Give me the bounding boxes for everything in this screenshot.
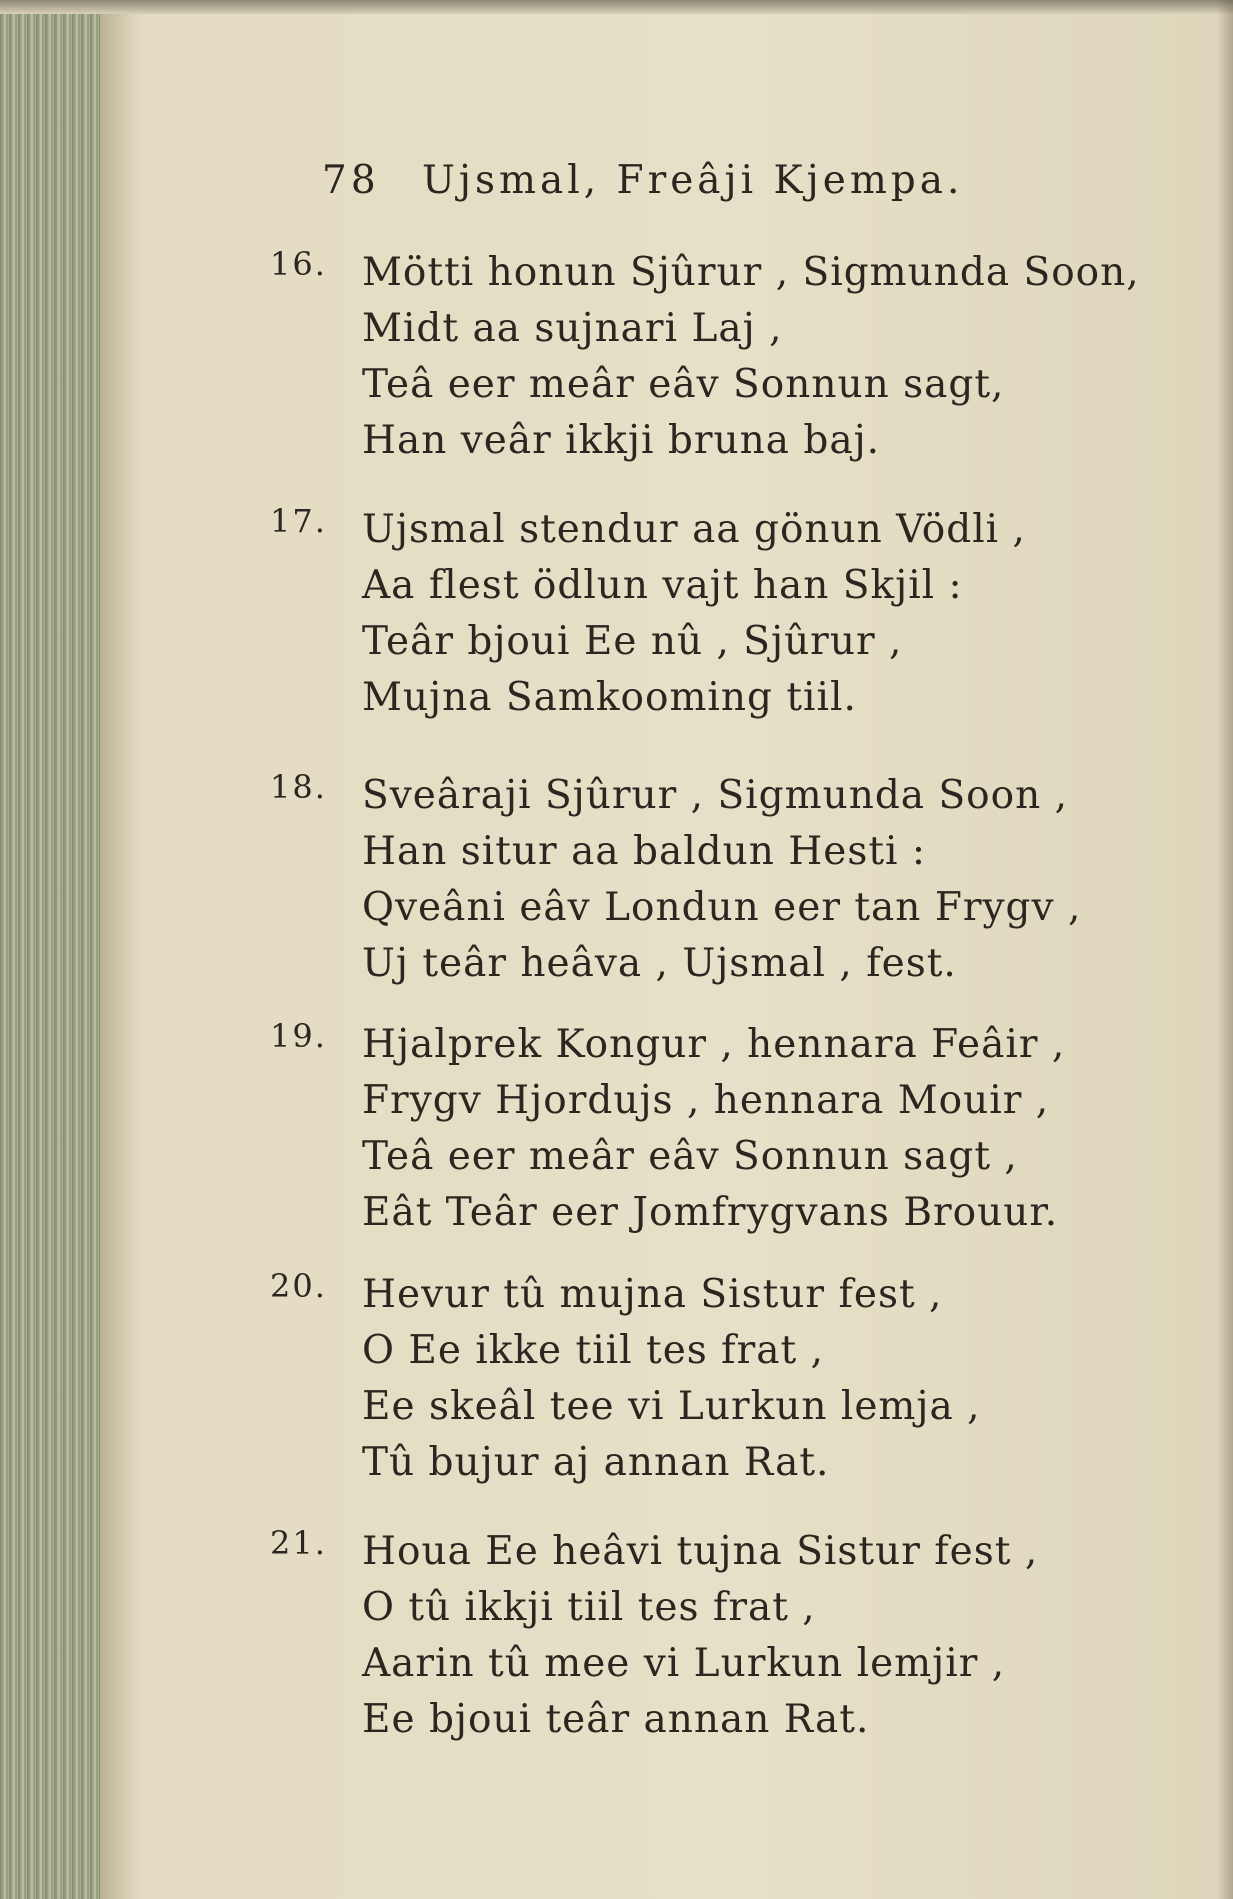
stanza-number: 20. [270,1267,327,1305]
stanza-number: 19. [270,1017,327,1055]
running-title: Ujsmal, Freâji Kjempa. [422,158,964,203]
verse-line: Teâr bjoui Ee nû , Sjûrur , [362,619,903,664]
verse-line: Eât Teâr eer Jomfrygvans Brouur. [362,1190,1059,1235]
verse-line: Ee skeâl tee vi Lurkun lemja , [362,1384,981,1429]
verse-line: Han veâr ikkji bruna baj. [362,418,881,463]
verse-line: O Ee ikke tiil tes frat , [362,1328,824,1373]
verse-line: Qveâni eâv Londun eer tan Frygv , [362,885,1082,930]
verse-line: Hevur tû mujna Sistur fest , [362,1272,943,1317]
stanza-number: 16. [270,245,327,283]
verse-line: Houa Ee heâvi tujna Sistur fest , [362,1529,1039,1574]
verse-line: Han situr aa baldun Hesti : [362,829,927,874]
verse-line: Mötti honun Sjûrur , Sigmunda Soon, [362,250,1140,295]
verse-line: Teâ eer meâr eâv Sonnun sagt , [362,1134,1018,1179]
verse-line: Teâ eer meâr eâv Sonnun sagt, [362,362,1005,407]
verse-line: Midt aa sujnari Laj , [362,306,783,351]
verse-line: Sveâraji Sjûrur , Sigmunda Soon , [362,773,1069,818]
verse-line: Aa flest ödlun vajt han Skjil : [362,563,963,608]
book-spine-edge [0,0,100,1899]
top-page-edge [0,0,1233,14]
verse-line: Tû bujur aj annan Rat. [362,1440,830,1485]
verse-line: Uj teâr heâva , Ujsmal , fest. [362,941,957,986]
verse-line: Ee bjoui teâr annan Rat. [362,1697,870,1742]
right-page-edge [1217,0,1233,1899]
verse-line: O tû ikkji tiil tes frat , [362,1585,816,1630]
stanza-number: 18. [270,768,327,806]
page-number: 78 [322,158,380,203]
verse-line: Ujsmal stendur aa gönun Vödli , [362,507,1026,552]
stanza-number: 21. [270,1524,327,1562]
gutter-shadow [100,0,140,1899]
running-header [322,158,963,203]
stanza-number: 17. [270,502,327,540]
verse-line: Hjalprek Kongur , hennara Feâir , [362,1022,1066,1067]
verse-line: Aarin tû mee vi Lurkun lemjir , [362,1641,1006,1686]
verse-line: Mujna Samkooming tiil. [362,675,857,720]
verse-line: Frygv Hjordujs , hennara Mouir , [362,1078,1050,1123]
